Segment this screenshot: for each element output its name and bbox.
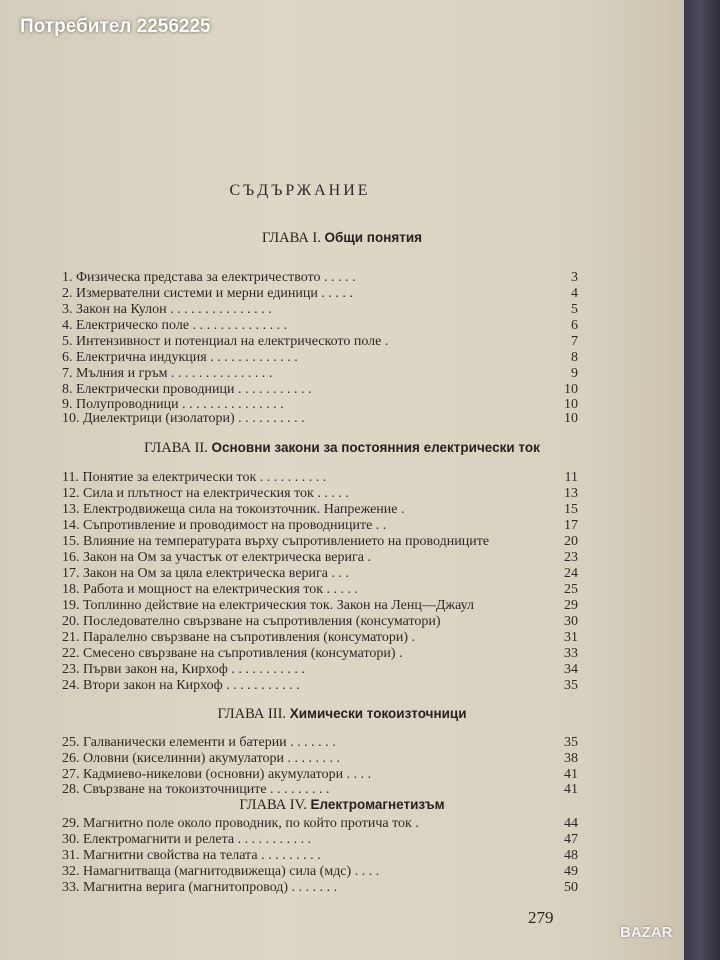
chapter-heading — [0, 440, 684, 457]
toc-entry — [62, 582, 578, 598]
toc-entry — [62, 270, 578, 286]
chapter-title: Основни закони за постоянния електрически ток — [211, 440, 540, 455]
toc-entry — [62, 534, 578, 550]
toc-entry — [62, 782, 578, 798]
chapter-title: Общи понятия — [324, 230, 423, 245]
toc-entry-page: 10 — [564, 397, 578, 412]
toc-entry-page: 9 — [571, 366, 578, 381]
toc-entry-text: 4. Електрическо поле . . . . . . . . . . . . . . — [62, 318, 288, 333]
toc-entry-page: 23 — [564, 550, 578, 565]
toc-entry — [62, 382, 578, 398]
toc-entry-text: 18. Работа и мощност на електрическия ток . . . . . — [62, 582, 359, 597]
toc-entry-page: 15 — [564, 502, 578, 517]
toc-entry — [62, 880, 578, 896]
toc-entry-page: 41 — [564, 782, 578, 797]
chapter-heading — [0, 797, 684, 814]
toc-entry-text: 14. Съпротивление и проводимост на проводниците . . — [62, 518, 387, 533]
toc-entry-text: 13. Електродвижеща сила на токоизточник. Напрежение . — [62, 502, 405, 517]
toc-entry-text: 9. Полупроводници . . . . . . . . . . . . . . . — [62, 397, 284, 412]
toc-entry-text: 24. Втори закон на Кирхоф . . . . . . . . . . . — [62, 678, 300, 693]
toc-entry-text: 27. Кадмиево-никелови (основни) акумулатори . . . . — [62, 767, 372, 782]
chapter-heading — [0, 706, 684, 723]
toc-entry-page: 11 — [564, 470, 578, 485]
toc-entry-text: 17. Закон на Ом за цяла електрическа верига . . . — [62, 566, 349, 581]
toc-entry-text: 6. Електрична индукция . . . . . . . . . . . . . — [62, 350, 298, 365]
toc-entry-text: 29. Магнитно поле около проводник, по който протича ток . — [62, 816, 419, 831]
toc-entry-page: 35 — [564, 735, 578, 750]
toc-entry-page: 31 — [564, 630, 578, 645]
toc-entry-text: 5. Интензивност и потенциал на електрическото поле . — [62, 334, 389, 349]
toc-entry-text: 10. Диелектрици (изолатори) . . . . . . . . . . — [62, 411, 305, 426]
toc-entry-text: 12. Сила и плътност на електрическия ток . . . . . — [62, 486, 349, 501]
chapter-prefix: ГЛАВА I. — [261, 230, 321, 246]
toc-entry-page: 7 — [571, 334, 578, 349]
toc-entry — [62, 646, 578, 662]
toc-entry — [62, 816, 578, 832]
toc-entry — [62, 486, 578, 502]
toc-entry — [62, 518, 578, 534]
toc-entry-text: 3. Закон на Кулон . . . . . . . . . . . . . . . — [62, 302, 272, 317]
toc-entry-text: 26. Оловни (киселинни) акумулатори . . . . . . . . — [62, 751, 341, 766]
toc-entry-page: 33 — [564, 646, 578, 661]
toc-entry-text: 16. Закон на Ом за участък от електрическа верига . — [62, 550, 371, 565]
toc-entry — [62, 411, 578, 427]
toc-entry-page: 24 — [564, 566, 578, 581]
toc-entry-text: 32. Намагнитваща (магнитодвижеща) сила (мдс) . . . . — [62, 864, 380, 879]
toc-entry — [62, 550, 578, 566]
toc-entry-page: 3 — [571, 270, 578, 285]
toc-entry-text: 21. Паралелно свързване на съпротивления (консуматори) . — [62, 630, 416, 645]
chapter-prefix: ГЛАВА IV. — [239, 797, 307, 813]
toc-entry-page: 6 — [571, 318, 578, 333]
chapter-prefix: ГЛАВА II. — [144, 440, 208, 456]
page-number: 279 — [528, 908, 554, 927]
toc-entry — [62, 832, 578, 848]
toc-entry — [62, 678, 578, 694]
toc-entry — [62, 286, 578, 302]
toc-entry-page: 49 — [564, 864, 578, 879]
toc-entry-page: 50 — [564, 880, 578, 895]
toc-entry-page: 34 — [564, 662, 578, 677]
page-title: СЪДЪРЖАНИЕ — [229, 182, 371, 199]
toc-entry — [62, 470, 578, 486]
toc-entry-page: 4 — [571, 286, 578, 301]
toc-entry-text: 20. Последователно свързване на съпротивления (консуматори) — [62, 614, 441, 629]
toc-entry-text: 2. Измервателни системи и мерни единици . . . . . — [62, 286, 353, 301]
toc-entry-page: 30 — [564, 614, 578, 629]
toc-entry-page: 38 — [564, 751, 578, 766]
toc-entry-text: 15. Влияние на температурата върху съпротивлението на проводниците — [62, 534, 490, 549]
toc-entry-page: 10 — [564, 382, 578, 397]
toc-entry-text: 25. Галванически елементи и батерии . . . . . . . — [62, 735, 336, 750]
toc-entry — [62, 502, 578, 518]
toc-entry — [62, 334, 578, 350]
toc-entry — [62, 662, 578, 678]
toc-entry-page: 13 — [564, 486, 578, 501]
toc-entry — [62, 614, 578, 630]
toc-entry — [62, 848, 578, 864]
toc-entry-page: 29 — [564, 598, 578, 613]
toc-entry-text: 22. Смесено свързване на съпротивления (консуматори) . — [62, 646, 403, 661]
toc-entry — [62, 350, 578, 366]
toc-entry — [62, 318, 578, 334]
toc-entry-text: 28. Свързване на токоизточниците . . . . . . . . . — [62, 782, 330, 797]
toc-entry-page: 47 — [564, 832, 578, 847]
bazar-logo: BAZAR — [620, 924, 673, 941]
toc-entry-text: 11. Понятие за електрически ток . . . . . . . . . . — [62, 470, 327, 485]
toc-entry — [62, 630, 578, 646]
toc-entry-page: 17 — [564, 518, 578, 533]
toc-entry-text: 31. Магнитни свойства на телата . . . . . . . . . — [62, 848, 321, 863]
toc-entry-page: 20 — [564, 534, 578, 549]
toc-entry — [62, 302, 578, 318]
toc-entry-page: 5 — [571, 302, 578, 317]
toc-entry-page: 8 — [571, 350, 578, 365]
toc-entry-text: 33. Магнитна верига (магнитопровод) . . . . . . . — [62, 880, 338, 895]
toc-entry-text: 8. Електрически проводници . . . . . . . . . . . — [62, 382, 312, 397]
toc-entry — [62, 751, 578, 767]
toc-entry-text: 30. Електромагнити и релета . . . . . . . . . . . — [62, 832, 312, 847]
toc-entry — [62, 598, 578, 614]
toc-entry-text: 19. Топлинно действие на електрическия ток. Закон на Ленц—Джаул — [62, 598, 474, 613]
toc-entry — [62, 566, 578, 582]
toc-entry-page: 48 — [564, 848, 578, 863]
chapter-heading — [0, 230, 684, 247]
toc-entry-page: 10 — [564, 411, 578, 426]
toc-entry-page: 41 — [564, 767, 578, 782]
toc-entry — [62, 366, 578, 382]
toc-entry-text: 7. Мълния и гръм . . . . . . . . . . . . . . . — [62, 366, 273, 381]
chapter-title: Електромагнетизъм — [310, 797, 445, 812]
chapter-prefix: ГЛАВА III. — [217, 706, 287, 722]
toc-entry — [62, 864, 578, 880]
toc-entry-text: 1. Физическа представа за електричеството . . . . . — [62, 270, 356, 285]
toc-entry — [62, 735, 578, 751]
book-binding-edge — [684, 0, 720, 960]
toc-entry-text: 23. Първи закон на, Кирхоф . . . . . . . . . . . — [62, 662, 305, 677]
chapter-title: Химически токоизточници — [289, 706, 467, 721]
user-watermark: Потребител 2256225 — [20, 16, 211, 37]
toc-entry-page: 35 — [564, 678, 578, 693]
toc-entry — [62, 767, 578, 783]
toc-entry-page: 25 — [564, 582, 578, 597]
toc-entry-page: 44 — [564, 816, 578, 831]
